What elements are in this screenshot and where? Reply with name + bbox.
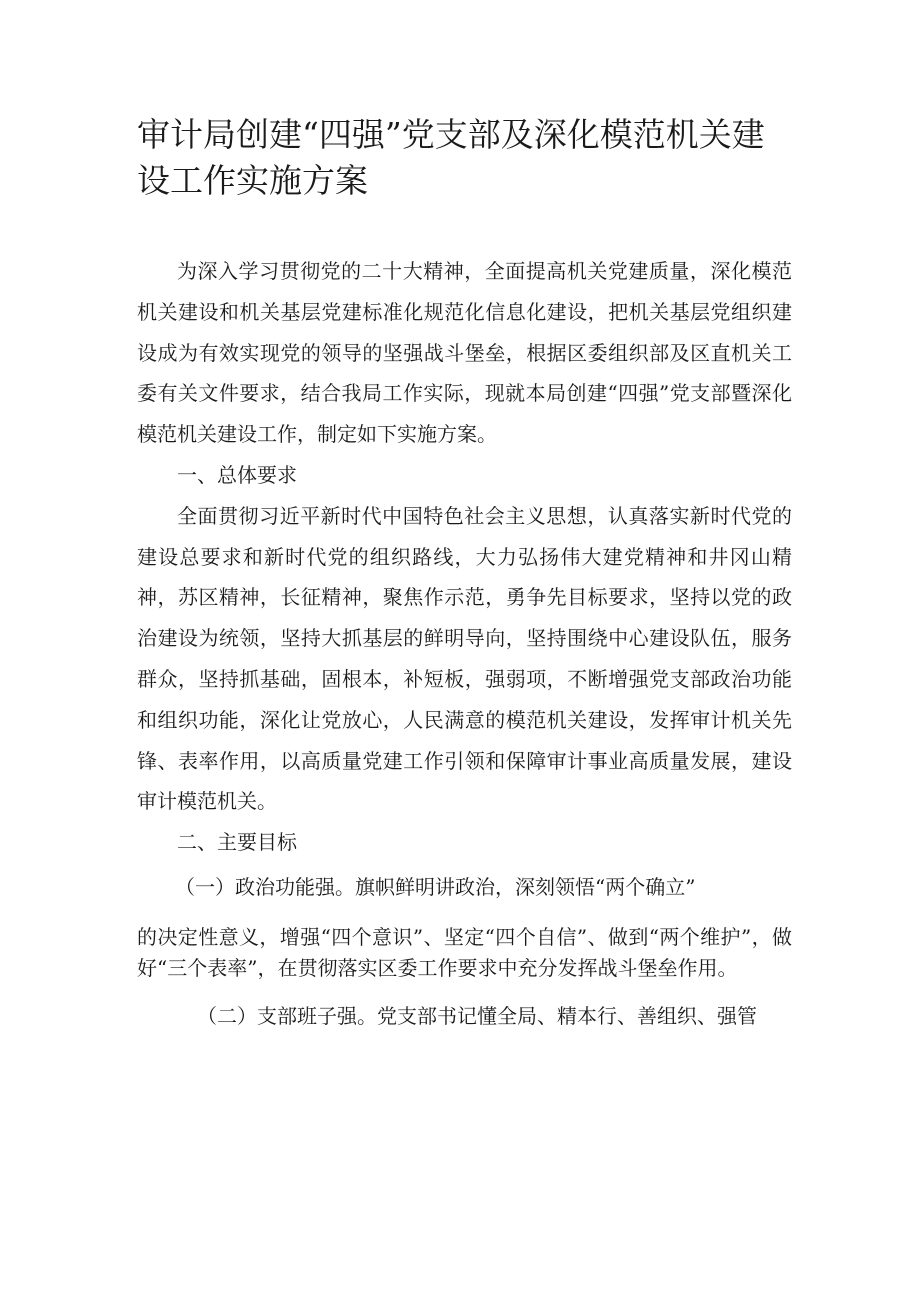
goal-political-function-start: （一）政治功能强。旗帜鲜明讲政治，深刻领悟“两个确立” [175,874,696,899]
requirements-paragraph: 全面贯彻习近平新时代中国特色社会主义思想，认真落实新时代党的建设总要求和新时代党的组织路线，大力弘扬伟大建党精神和井冈山精神，苏区精神，长征精神，聚焦作示范，勇争先目标要求，坚持以党的政治建设为统领，坚持大抓基层的鲜明导向，坚持围绕中心建设队伍，服务群众，坚持抓基础，固根本，补短板，强弱项，不断增强党支部政治功能和组织功能，深化让党放心，人民满意的模范机关建设，发挥审计机关先锋、表率作用，以高质量党建工作引领和保障审计事业高质量发展，建设审计模范机关。 [137,503,792,814]
document-body [137,251,792,1037]
intro-paragraph: 为深入学习贯彻党的二十大精神，全面提高机关党建质量，深化模范机关建设和机关基层党建标准化规范化信息化建设，把机关基层党组织建设成为有效实现党的领导的坚强战斗堡垒，根据区委组织部及区直机关工委有关文件要求，结合我局工作实际，现就本局创建“四强”党支部暨深化模范机关建设工作，制定如下实施方案。 [137,259,792,447]
goal-political-function-continuation: 的决定性意义，增强“四个意识”、坚定“四个自信”、做到“两个维护”，做好“三个表率”，在贯彻落实区委工作要求中充分发挥战斗堡垒作用。 [137,924,792,980]
document-title: 审计局创建“四强”党支部及深化模范机关建设工作实施方案 [137,115,765,200]
goal-branch-team-start: （二）支部班子强。党支部书记懂全局、精本行、善组织、强管 [197,1003,757,1028]
section-heading-main-goals: 二、主要目标 [177,830,297,855]
section-heading-overall-requirements: 一、总体要求 [177,462,297,487]
